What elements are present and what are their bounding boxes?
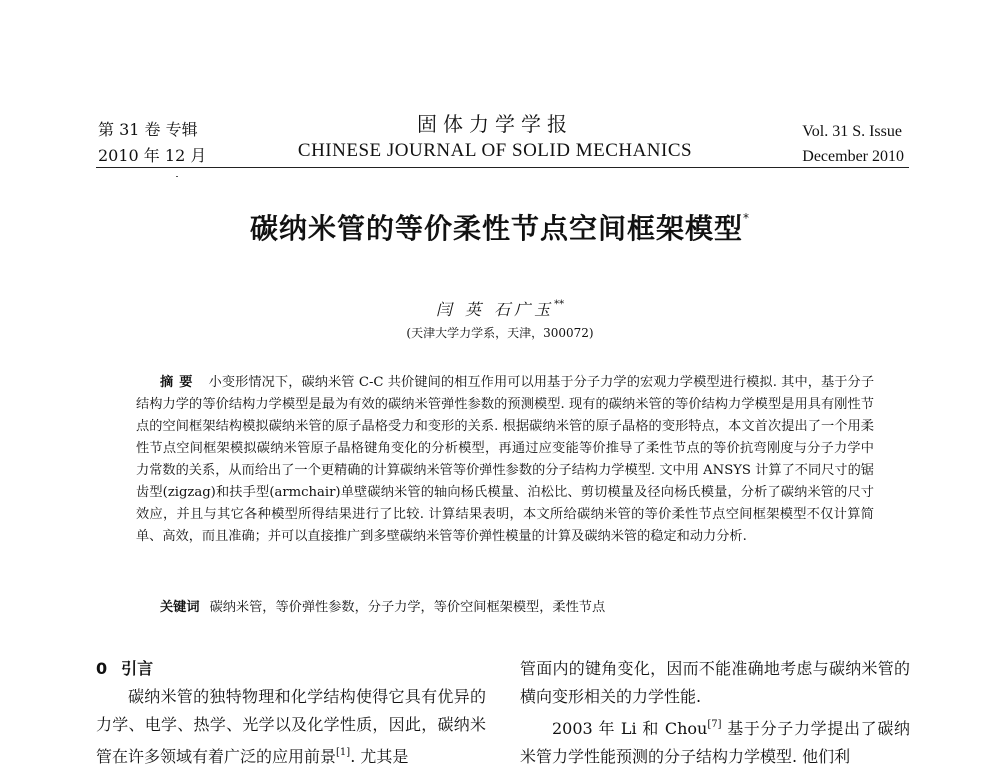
author-footnote-mark: ** <box>554 299 565 310</box>
keywords-label: 关键词 <box>160 600 200 615</box>
divider-dot <box>176 176 178 177</box>
abstract <box>136 372 874 548</box>
volume-label-en: Vol. 31 S. Issue <box>802 123 902 140</box>
author-names: 闫 英 石广玉 <box>435 300 555 319</box>
issue-date: 2010 年 12 月 <box>98 146 207 165</box>
abstract-label: 摘要 <box>160 375 199 390</box>
paragraph-text-tail: 基于分子力学提出了碳纳米管力学性能预测的分子结构力学模型. 他们利 <box>520 719 910 766</box>
keywords <box>160 597 874 619</box>
issue-date-en: December 2010 <box>802 148 904 165</box>
journal-volume-en <box>802 119 904 169</box>
body-column-right <box>520 655 910 771</box>
keywords-text: 碳纳米管，等价弹性参数，分子力学，等价空间框架模型，柔性节点 <box>209 600 606 615</box>
paper-title <box>0 207 1000 247</box>
citation-ref: [7] <box>707 719 722 730</box>
title-footnote-mark: * <box>743 211 750 225</box>
section-number: 0 <box>96 659 108 678</box>
paragraph-text-tail: . 尤其是 <box>350 747 409 766</box>
header-divider <box>96 167 909 168</box>
citation-ref: [1] <box>336 747 351 758</box>
volume-label: 第 31 卷 专辑 <box>98 120 198 139</box>
journal-issue-info <box>98 117 206 169</box>
journal-masthead <box>260 110 730 164</box>
paragraph <box>520 711 910 771</box>
paragraph-text: 2003 年 Li 和 Chou <box>552 719 708 738</box>
paragraph: 管面内的键角变化，因而不能准确地考虑与碳纳米管的横向变形相关的力学性能. <box>520 659 910 706</box>
body-column-left <box>96 655 486 771</box>
paragraph <box>96 683 486 771</box>
section-title: 引言 <box>121 659 154 678</box>
paper-authors <box>0 297 1000 320</box>
section-heading <box>96 655 486 683</box>
journal-name-cn: 固体力学学报 <box>417 112 573 136</box>
journal-name-en: CHINESE JOURNAL OF SOLID MECHANICS <box>297 140 693 161</box>
author-affiliation: (天津大学力学系，天津，300072) <box>406 326 594 340</box>
paragraph-text: 碳纳米管的独特物理和化学结构使得它具有优异的力学、电学、热学、光学以及化学性质，因此，碳纳米管在许多领域有着广泛的应用前景 <box>96 687 486 766</box>
paper-title-text: 碳纳米管的等价柔性节点空间框架模型 <box>249 212 743 245</box>
abstract-text: 小变形情况下，碳纳米管 C-C 共价键间的相互作用可以用基于分子力学的宏观力学模型进行模拟. 其中，基于分子结构力学的等价结构力学模型是最为有效的碳纳米管弹性参数的预测模型. 现有的碳纳米管的等价结构力学模型是用具有刚性节点的空间框架结构模拟碳纳米管的原子晶格受力和变形的关系. 根据碳纳米管的原子晶格的变形特点，本文首次提出了一个用柔性节点空间框架模拟碳纳米管原子晶格键角变化的分析模型，再通过应变能等价推导了柔性节点的等价抗弯刚度与分子力学中力常数的关系，从而给出了一个更精确的计算碳纳米管等价弹性参数的分子结构力学模型. 文中用 ANSYS 计算了不同尺寸的锯齿型(zigzag)和扶手型(armchair)单壁碳纳米管的轴向杨氏模量、泊松比、剪切模量及径向杨氏模量，分析了碳纳米管的尺寸效应，并且与其它各种模型所得结果进行了比较. 计算结果表明，本文所给碳纳米管的等价柔性节点空间框架模型不仅计算简单、高效，而且准确；并可以直接推广到多壁碳纳米管等价弹性模量的计算及碳纳米管的稳定和动力分析. <box>136 375 875 544</box>
